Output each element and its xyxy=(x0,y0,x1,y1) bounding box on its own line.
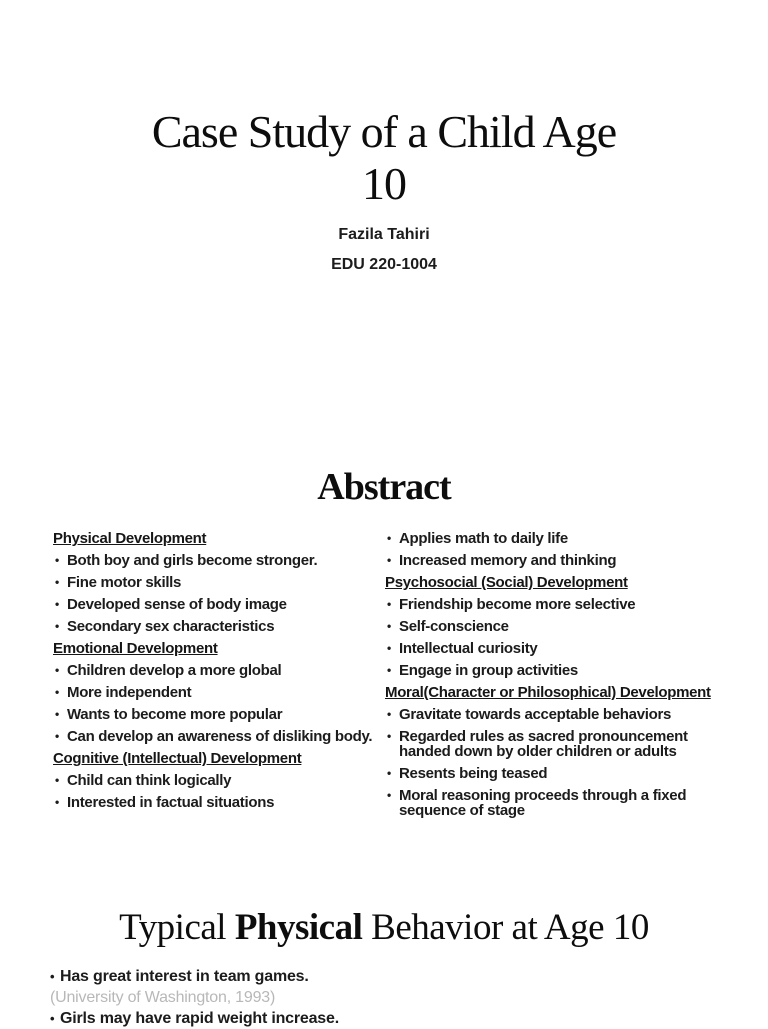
bullet-icon: • xyxy=(387,766,391,780)
bullet-item xyxy=(385,597,719,612)
page-title xyxy=(0,106,768,210)
slide3-heading xyxy=(0,907,768,949)
bullet-item xyxy=(385,766,719,781)
bullet-text: Resents being teased xyxy=(399,765,548,782)
bullet-item xyxy=(53,685,387,700)
bullet-item xyxy=(385,531,719,546)
section-heading: Physical Development xyxy=(53,530,207,547)
bullet-item xyxy=(53,575,387,590)
bullet-item xyxy=(53,729,387,744)
abstract-right-column xyxy=(385,531,719,825)
bullet-text: Girls may have rapid weight increase. xyxy=(60,1010,339,1027)
bullet-item xyxy=(53,795,387,810)
bullet-item xyxy=(385,641,719,656)
bullet-text: Intellectual curiosity xyxy=(399,640,538,657)
bullet-text: Applies math to daily life xyxy=(399,530,568,547)
bullet-item xyxy=(53,773,387,788)
abstract-left-column xyxy=(53,531,387,817)
bullet-icon: • xyxy=(387,663,391,677)
page-title-line1: Case Study of a Child Age xyxy=(151,106,617,157)
section-heading: Cognitive (Intellectual) Development xyxy=(53,750,302,767)
bullet-text: More independent xyxy=(67,684,192,701)
bullet-item xyxy=(385,729,719,759)
bullet-text: Increased memory and thinking xyxy=(399,552,617,569)
bullet-item xyxy=(385,788,719,818)
bullet-item xyxy=(385,553,719,568)
slide3-heading-bold-word: Physical xyxy=(226,907,372,948)
slide3-bullet-list xyxy=(50,966,720,1029)
bullet-icon: • xyxy=(50,969,55,984)
bullet-item xyxy=(53,663,387,678)
bullet-icon: • xyxy=(55,619,59,633)
page-title-line2: 10 xyxy=(362,158,406,209)
bullet-icon: • xyxy=(387,553,391,567)
bullet-text: Both boy and girls become stronger. xyxy=(67,552,318,569)
bullet-icon: • xyxy=(387,619,391,633)
bullet-text: Fine motor skills xyxy=(67,574,182,591)
bullet-icon: • xyxy=(55,663,59,677)
bullet-icon: • xyxy=(387,788,391,802)
course-code: EDU 220-1004 xyxy=(331,256,437,273)
bullet-icon: • xyxy=(55,773,59,787)
bullet-text: Interested in factual situations xyxy=(67,794,275,811)
bullet-text: Moral reasoning proceeds through a fixed sequence of stage xyxy=(399,787,687,819)
bullet-item xyxy=(50,1008,720,1029)
section-heading: Emotional Development xyxy=(53,640,218,657)
bullet-text: Engage in group activities xyxy=(399,662,578,679)
slide3-heading-suffix: Behavior at Age 10 xyxy=(371,907,649,948)
bullet-item xyxy=(53,707,387,722)
bullet-item xyxy=(50,966,720,987)
bullet-icon: • xyxy=(387,531,391,545)
bullet-text: Has great interest in team games. xyxy=(60,968,309,985)
bullet-text: Children develop a more global xyxy=(67,662,282,679)
bullet-item xyxy=(385,663,719,678)
bullet-icon: • xyxy=(50,1011,55,1026)
bullet-icon: • xyxy=(387,597,391,611)
bullet-item xyxy=(53,619,387,634)
bullet-item xyxy=(53,597,387,612)
bullet-icon: • xyxy=(387,707,391,721)
bullet-item xyxy=(385,619,719,634)
abstract-heading: Abstract xyxy=(317,466,451,508)
citation-text: (University of Washington, 1993) xyxy=(50,989,276,1006)
bullet-icon: • xyxy=(55,795,59,809)
bullet-text: Self-conscience xyxy=(399,618,509,635)
bullet-text: Child can think logically xyxy=(67,772,232,789)
slide3-heading-prefix: Typical xyxy=(119,907,227,948)
bullet-text: Can develop an awareness of disliking body. xyxy=(67,728,373,745)
bullet-text: Wants to become more popular xyxy=(67,706,283,723)
bullet-text: Gravitate towards acceptable behaviors xyxy=(399,706,672,723)
bullet-icon: • xyxy=(55,575,59,589)
bullet-text: Regarded rules as sacred pronouncement handed down by older children or adults xyxy=(399,728,688,760)
bullet-icon: • xyxy=(387,729,391,743)
bullet-text: Developed sense of body image xyxy=(67,596,287,613)
bullet-icon: • xyxy=(55,553,59,567)
section-heading: Psychosocial (Social) Development xyxy=(385,574,628,591)
bullet-text: Friendship become more selective xyxy=(399,596,636,613)
bullet-icon: • xyxy=(55,685,59,699)
bullet-item xyxy=(53,553,387,568)
bullet-icon: • xyxy=(55,729,59,743)
bullet-icon: • xyxy=(55,707,59,721)
bullet-text: Secondary sex characteristics xyxy=(67,618,275,635)
bullet-icon: • xyxy=(55,597,59,611)
bullet-icon: • xyxy=(387,641,391,655)
section-heading: Moral(Character or Philosophical) Development xyxy=(385,684,711,701)
bullet-item xyxy=(385,707,719,722)
author-name: Fazila Tahiri xyxy=(338,226,430,243)
